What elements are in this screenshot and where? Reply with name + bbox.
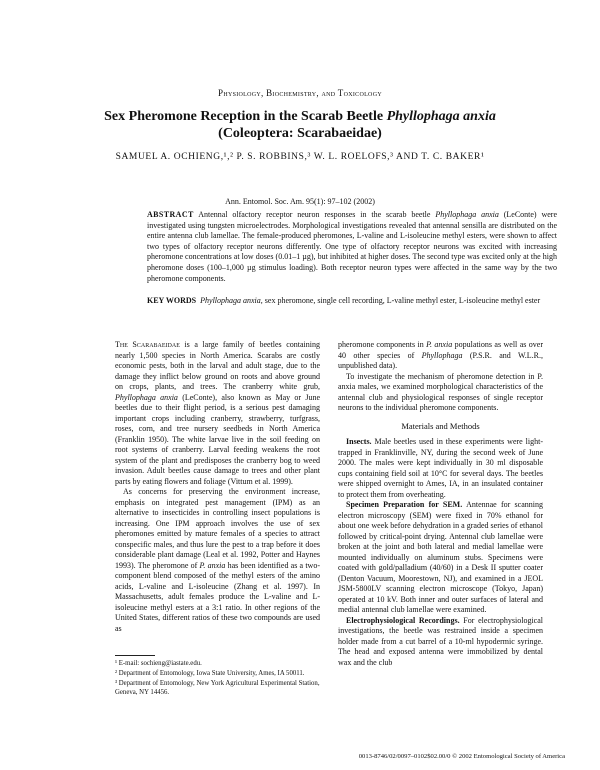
title-species: Phyllophaga anxia (386, 109, 496, 124)
section-heading: Physiology, Biochemistry, and Toxicology (218, 88, 382, 98)
intro-paragraph-2 (115, 487, 320, 634)
right-text-1a: pheromone components in (338, 340, 427, 349)
right-text-1c: (P.S.R. and W.L.R., unpublished data). (338, 350, 544, 370)
abstract-text-2: (LeConte) were investigated using tungsten microelectrodes. Morphological investigations revealed that antennal sensilla are distributed on the entire antenna club lamellae. The female-produced pheromones, L-valine and L-isoleucine methyl esters, were shown to affect two types of olfactory receptor neurons differently. One type of olfactory receptor neurons was excited with increasing pheromone concentrations at low doses (0.01–1 µg), but inhibited at higher doses. The second type was excited only at the high pheromone doses (100–1,000 µg stimulus loading). Both receptor neuron types were affected in the same way by the two pheromone components. (147, 210, 558, 283)
footnotes (115, 660, 320, 699)
insects-text: Male beetles used in these experiments were light-trapped in Franklinville, NY, during the second week of June 2000. The males were kept individually in 30 ml disposable cups containing field soil at 10°C for several days. The beetles were shipped overnight to Ames, IA, in an insulated container to protect them from overheating. (338, 437, 543, 499)
methods-electrophys (338, 616, 543, 669)
methods-insects (338, 437, 543, 500)
insects-lead: Insects. (346, 437, 372, 446)
journal-citation: Ann. Entomol. Soc. Am. 95(1): 97–102 (2002) (225, 197, 375, 206)
footnote-1: ¹ E-mail: sochieng@iastate.edu. (115, 660, 202, 667)
methods-sem (338, 500, 543, 616)
electrophys-text: For electrophysiological investigations, the beetle was restrained inside a specimen holder made from a cut barrel of a 10-ml hypodermic syringe. The head and exposed antenna were immobilized by dental wax and the club (338, 615, 543, 667)
intro-paragraph-1 (115, 340, 320, 487)
issn-copyright: 0013-8746/02/0097–0102$02.00/0 © 2002 Entomological Society of America (358, 753, 565, 760)
title-line2: (Coleoptera: Scarabaeidae) (218, 126, 382, 141)
title-text: Sex Pheromone Reception in the Scarab Beetle (104, 109, 387, 124)
footnote-divider (115, 655, 155, 656)
right-genus: Phyllophaga (421, 350, 463, 360)
right-text-1b: populations as well as over 40 other species of (338, 340, 543, 360)
intro-text-1a: is a large family of beetles containing nearly 1,500 species in North America. Scarabs are costly economic pests, both in the larval and adult stage, due to the damage they inflict below ground on roots and above ground on crops, plants, and trees. The cranberry white grub, (115, 340, 320, 391)
intro-species: Phyllophaga anxia (115, 392, 178, 402)
keywords-label: KEY WORDS (147, 296, 197, 305)
keywords-text: , sex pheromone, single cell recording, L-valine methyl ester, L-isoleucine methyl ester (260, 296, 541, 305)
keywords-species: Phyllophaga anxia (200, 296, 261, 305)
sem-text: Antennae for scanning electron microscopy (SEM) were fixed in 70% ethanol for about one week before dehydration in a graded series of ethanol followed by critical-point drying. Antennal club lamellae were broken at the joint and both lateral and medial lamellae were mounted individually on aluminum stubs. Specimens were coated with gold/palladium (40/60) in a Desk II sputter coater (Denton Vacuum, Moorestown, NJ), and examined in a JEOL JSM-5800LV scanning electron microscope (Tokyo, Japan) operated at 10 kV. Both inner and outer surfaces of lateral and medial antennal club lamellae were examined. (338, 500, 543, 614)
right-paragraph-1 (338, 340, 543, 372)
author-list: SAMUEL A. OCHIENG,¹,² P. S. ROBBINS,³ W. L. ROELOFS,³ AND T. C. BAKER¹ (115, 152, 485, 162)
abstract-text-1: Antennal olfactory receptor neuron responses in the scarab beetle (193, 210, 436, 219)
intro-lead: The Scarabaeidae (115, 340, 180, 349)
right-species-1: P. anxia (426, 340, 453, 349)
intro-text-2a: As concerns for preserving the environment increase, emphasis on integrated pest management (IPM) as an alternative to insecticides in controlling insect populations is increasing. One IPM approach involves the use of sex pheromones emitted by mature females of a species to attract conspecific males, and thus lure the pest to a trap before it does considerable plant damage (Leal et al. 1992, Potter and Haynes 1993). The pheromone of (115, 487, 320, 570)
intro-text-1b: (LeConte), also known as May or June beetles due to their flight period, is a serious pest damaging important crops including cranberry, strawberry, turfgrass, roses, corn, and tree nursery seedbeds in North America (Franklin 1950). The white larvae live in the soil feeding on root systems of cranberry. Larval feeding weakens the root system of the plant and predisposes the cranberry bog to weed invasion. Adult beetles cause damage to trees and other plant parts by eating flowers and foliage (Vittum et al. 1999). (115, 392, 321, 486)
right-paragraph-2: To investigate the mechanism of pheromone detection in P. anxia males, we examined morphological characteristics of the antennal club and physiological responses of single receptor neurons to the individual pheromone components. (338, 371, 543, 412)
body-column-right (338, 340, 543, 668)
footnote-2: ² Department of Entomology, Iowa State University, Ames, IA 50011. (115, 670, 305, 678)
abstract-label: ABSTRACT (147, 210, 194, 219)
article-title (60, 108, 540, 142)
footnote-3: ³ Department of Entomology, New York Agricultural Experimental Station, Geneva, NY 14456. (115, 680, 320, 696)
body-column-left (115, 340, 320, 634)
title-line1 (104, 109, 496, 124)
section-heading-methods: Materials and Methods (401, 420, 480, 431)
abstract (147, 210, 557, 284)
keywords (147, 296, 557, 307)
sem-lead: Specimen Preparation for SEM. (346, 500, 463, 509)
electrophys-lead: Electrophysiological Recordings. (346, 615, 460, 625)
intro-species-2: P. anxia (199, 560, 226, 570)
intro-text-2b: has been identified as a two-component blend composed of the methyl esters of the amino acids, L-valine and L-isoleucine (Zhang et al. 1997). In Massachusetts, adult females produce the L-valine and L-isoleucine methyl esters at a 3:1 ratio. In other regions of the United States, different ratios of these two compounds are used as (115, 560, 320, 633)
abstract-species: Phyllophaga anxia (435, 210, 499, 219)
